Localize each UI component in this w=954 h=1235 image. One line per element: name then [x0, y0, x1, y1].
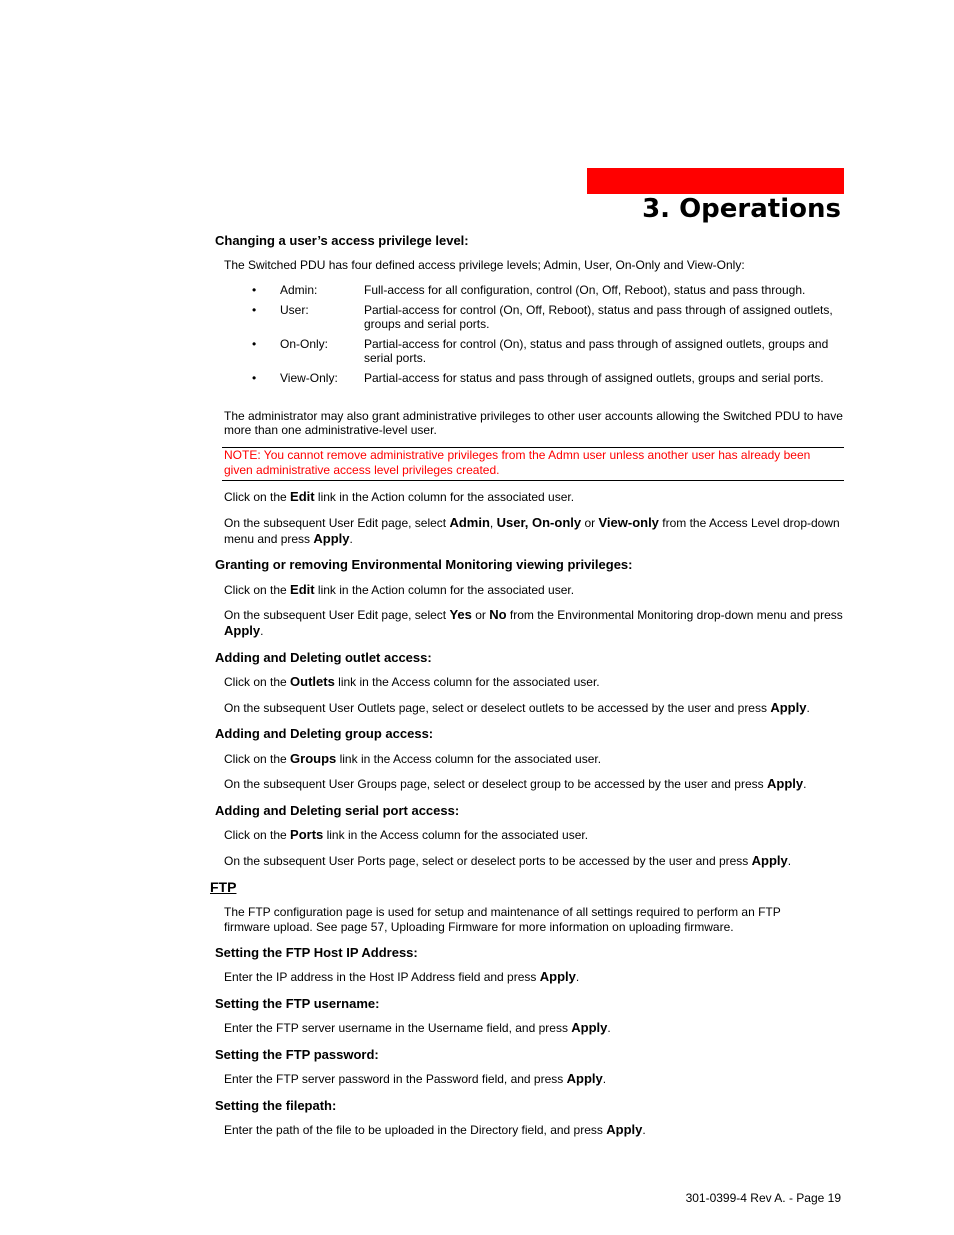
heading-ftp-password: Setting the FTP password: [215, 1047, 379, 1062]
serial-select: On the subsequent User Ports page, select or deselect ports to be accessed by the user and press Apply. [224, 853, 792, 868]
bullet-icon: • [252, 337, 257, 351]
bullet-icon: • [252, 371, 257, 385]
privilege-term: Admin: [280, 283, 318, 297]
serial-click: Click on the Ports link in the Access column for the associated user. [224, 827, 589, 842]
ftp-intro-line-1: The FTP configuration page is used for setup and maintenance of all settings required to perform an FTP [224, 905, 781, 919]
outlet-click: Click on the Outlets link in the Access column for the associated user. [224, 674, 600, 689]
env-click-edit: Click on the Edit link in the Action column for the associated user. [224, 582, 575, 597]
heading-outlet-access: Adding and Deleting outlet access: [215, 650, 432, 665]
edit-link-ref: Edit [290, 489, 315, 504]
access-select-level: On the subsequent User Edit page, select Admin, User, On-only or View-only from the Access Level drop-down menu and press Apply. [224, 515, 840, 546]
access-click-edit: Click on the Edit link in the Action column for the associated user. [224, 489, 575, 504]
privilege-term: View-Only: [280, 371, 338, 385]
note-text: NOTE: You cannot remove administrative privileges from the Admn user unless another user has already been given administrative access level privileges created. [224, 448, 811, 477]
heading-ftp-filepath: Setting the filepath: [215, 1098, 337, 1113]
bullet-icon: • [252, 303, 257, 317]
heading-serial-access: Adding and Deleting serial port access: [215, 803, 460, 818]
privilege-term: On-Only: [280, 337, 329, 351]
access-intro: The Switched PDU has four defined access privilege levels; Admin, User, On-Only and View-Only: [224, 258, 745, 272]
heading-ftp-username: Setting the FTP username: [215, 996, 380, 1011]
chapter-red-bar [587, 168, 844, 194]
ftp-section-title: FTP [210, 879, 237, 895]
privilege-desc: Partial-access for control (On, Off, Reboot), status and pass through of assigned outlets, groups and serial ports. [364, 303, 833, 331]
group-select: On the subsequent User Groups page, select or deselect group to be accessed by the user and press Apply. [224, 776, 807, 791]
page-footer: 301-0399-4 Rev A. - Page 19 [685, 1191, 841, 1205]
group-click: Click on the Groups link in the Access column for the associated user. [224, 751, 602, 766]
heading-ftp-host: Setting the FTP Host IP Address: [215, 945, 418, 960]
note-bottom-rule [222, 480, 844, 481]
heading-group-access: Adding and Deleting group access: [215, 726, 434, 741]
chapter-title: 3. Operations [642, 194, 841, 224]
bullet-icon: • [252, 283, 257, 297]
privilege-desc: Full-access for all configuration, control (On, Off, Reboot), status and pass through. [364, 283, 806, 297]
ftp-intro-line-2: firmware upload. See page 57, Uploading Firmware for more information on uploading firmware. [224, 920, 734, 934]
admin-paragraph: The administrator may also grant administrative privileges to other user accounts allowing the Switched PDU to have more than one administrative-level user. [224, 409, 843, 437]
privilege-desc: Partial-access for control (On), status and pass through of assigned outlets, groups and serial ports. [364, 337, 829, 365]
ftp-host-text: Enter the IP address in the Host IP Address field and press Apply. [224, 969, 580, 984]
ftp-password-text: Enter the FTP server password in the Password field, and press Apply. [224, 1071, 607, 1086]
privilege-term: User: [280, 303, 309, 317]
heading-env-monitoring: Granting or removing Environmental Monitoring viewing privileges: [215, 557, 633, 572]
ftp-username-text: Enter the FTP server username in the Username field, and press Apply. [224, 1020, 611, 1035]
env-select: On the subsequent User Edit page, select Yes or No from the Environmental Monitoring drop-down menu and press Apply. [224, 607, 843, 638]
outlet-select: On the subsequent User Outlets page, select or deselect outlets to be accessed by the user and press Apply. [224, 700, 810, 715]
privilege-desc: Partial-access for status and pass through of assigned outlets, groups and serial ports. [364, 371, 824, 385]
ftp-filepath-text: Enter the path of the file to be uploaded in the Directory field, and press Apply. [224, 1122, 646, 1137]
heading-access-privilege: Changing a user’s access privilege level: [215, 233, 469, 248]
